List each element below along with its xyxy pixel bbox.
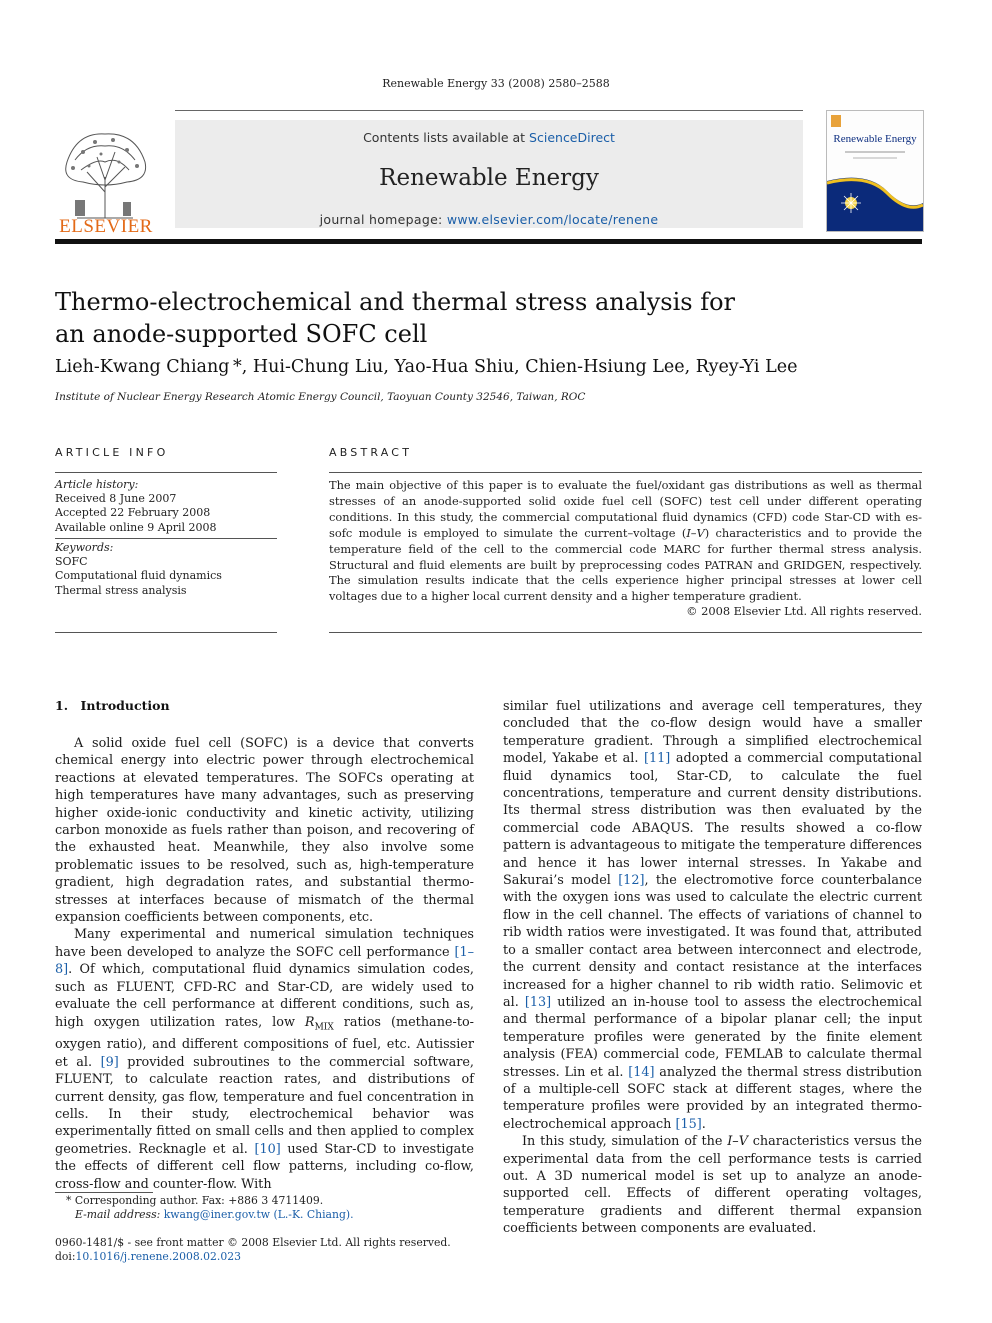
cover-art-icon (827, 111, 923, 231)
citation-link[interactable]: [13] (524, 994, 552, 1010)
abstract-part-2: ) characteristics and to provide the temperature field of the cell to the commercial code MARC for further thermal stress analysis. Structural and fluid elements are built by preprocessing codes PATRAN and GRIDGEN, respectively. The simulation results indicate that the cells experience higher principal stresses at lower cell voltages due to a higher local current density and a higher temperature gradient. (329, 525, 922, 604)
elsevier-tree-icon (57, 122, 153, 220)
iv-symbol: I–V (727, 1134, 748, 1150)
body-column-right (503, 698, 922, 1238)
affiliation: Institute of Nuclear Energy Research Atomic Energy Council, Taoyuan County 32546, Taiwan, ROC (55, 391, 586, 403)
email-link[interactable]: kwang@iner.gov.tw (163, 1208, 271, 1221)
email-owner: (L.-K. Chiang). (270, 1208, 354, 1221)
header-divider (55, 239, 922, 244)
elsevier-logo[interactable] (55, 118, 157, 240)
iv-symbol: I–V (686, 525, 705, 540)
journal-banner (175, 120, 803, 228)
abstract-heading: ABSTRACT (329, 446, 413, 459)
received-date: Received 8 June 2007 (55, 492, 177, 506)
article-info-rule-top (55, 472, 277, 473)
doi-label: doi: (55, 1250, 76, 1263)
text-run: . Of which, computational fluid dynamics simulation codes, such as FLUENT, CFD-RC and Star-CD, are widely used to evaluate the cell performance at different conditions, such as, high oxygen utilization rates, low (55, 962, 474, 1030)
keywords-label: Keywords: (55, 541, 114, 554)
rmix-subscript: MIX (314, 1022, 334, 1033)
article-history (55, 478, 277, 535)
keyword: Computational fluid dynamics (55, 569, 222, 583)
journal-title: Renewable Energy (379, 165, 599, 191)
homepage-link[interactable]: www.elsevier.com/locate/renene (446, 212, 659, 227)
text-run: utilized an in-house tool to assess the electrochemical and thermal performance of a bipolar planar cell; the input temperature profiles were generated by the finite element analysis (FEA) commercial code, FEMLAB to calculate thermal stresses. Lin et al. (503, 994, 923, 1080)
section-heading-introduction: 1. Introduction (55, 698, 170, 713)
text-run: adopted a commercial computational fluid dynamics tool, Star-CD, to calculate the fuel concentrations, temperature and current density distributions. Its thermal stress distribution was then evaluated by the commercial code ABAQUS. The results showed a co-flow pattern is advantageous to mitigate the temperature differences and hence it has lower internal stresses. In Yakabe and Sakurai’s model (503, 751, 922, 889)
doi-link[interactable]: 10.1016/j.renene.2008.02.023 (75, 1250, 241, 1263)
keyword: SOFC (55, 555, 88, 569)
keywords-block (55, 541, 277, 598)
masthead (55, 110, 922, 240)
citation-link[interactable]: [12] (618, 873, 645, 889)
text-run: used Star-CD to investigate the effects of different cell flow patterns, including co-flow, cross-flow and counter-flow. With (55, 1141, 475, 1192)
journal-cover-thumbnail[interactable] (826, 110, 924, 232)
paragraph (55, 926, 474, 1193)
text-run: characteristics versus the experimental data from the cell performance tests is carried out. A 3D numerical model is set up to analyze an anode-supported cell. Effects of different operating voltages, temperature gradients and different thermal expansion coefficients between components are evaluated. (503, 1134, 923, 1237)
contents-line (175, 130, 803, 145)
top-rule (175, 110, 803, 111)
sciencedirect-link[interactable]: ScienceDirect (529, 130, 615, 145)
keyword: Thermal stress analysis (55, 583, 187, 597)
article-info-rule-mid (55, 538, 277, 539)
text-run: Many experimental and numerical simulation techniques have been developed to analyze the SOFC cell performance (55, 927, 474, 960)
rmix-symbol: R (304, 1014, 315, 1030)
citation-link[interactable]: [14] (628, 1064, 655, 1080)
email-label: E-mail address: (75, 1208, 164, 1221)
journal-citation: Renewable Energy 33 (2008) 2580–2588 (382, 77, 610, 90)
issn-line: 0960-1481/$ - see front matter © 2008 Elsevier Ltd. All rights reserved. (55, 1236, 451, 1249)
online-date: Available online 9 April 2008 (55, 520, 217, 534)
abstract-part-1: The main objective of this paper is to evaluate the fuel/oxidant gas distributions as well as thermal stresses of an anode-supported solid oxide fuel cell (SOFC) test cell under different operating conditions. In this study, the commercial computational fluid dynamics (CFD) code Star-CD with es-sofc module is employed to simulate the current–voltage ( (329, 478, 922, 540)
homepage-prefix: journal homepage: (319, 212, 447, 227)
email-line (66, 1208, 486, 1222)
abstract-rule-top (329, 472, 922, 473)
homepage-line (175, 212, 803, 227)
history-label: Article history: (55, 478, 139, 491)
article-info-rule-bottom (55, 632, 277, 633)
citation-link[interactable]: [11] (644, 751, 671, 767)
text-run: ratios (methane-to-oxygen ratio), and different compositions of fuel, etc. Autissier et al. (55, 1014, 474, 1070)
article-title: Thermo-electrochemical and thermal stress analysis for an anode-supported SOFC cell (55, 288, 735, 348)
text-run: provided subroutines to the commercial software, FLUENT, to calculate reaction rates, and distributions of current density, gas flow, temperature and fuel concentration in cells. In their study, electrochemical behavior was experimentally fitted on small cells and then applied to complex geometries. Recknagle et al. (55, 1054, 474, 1157)
footnote-rule (55, 1192, 153, 1193)
abstract-rule-bottom (329, 632, 922, 633)
accepted-date: Accepted 22 February 2008 (55, 506, 211, 520)
paragraph: A solid oxide fuel cell (SOFC) is a device that converts chemical energy into electric power through electrochemical reactions at elevated temperatures. The SOFCs operating at high temperatures have many advantages, such as preserving higher oxide-ionic conductivity and kinetic activity, utilizing carbon monoxide as fuels rather than poison, and recovering of the exhausted heat. Meanwhile, they also involve some problematic issues to be resolved, such as, high-temperature gradient, high degradation rates, and substantial thermo-stresses at interfaces because of mismatch of the thermal expansion coefficients between components, etc. (55, 736, 474, 926)
elsevier-wordmark: ELSEVIER (59, 216, 153, 237)
doi-line (55, 1250, 475, 1264)
text-run: similar fuel utilizations and average cell temperatures, they concluded that the co-flow design would have a smaller temperature gradient. Through a simplified electrochemical model, Yakabe et al. (503, 699, 922, 767)
corresponding-author: * Corresponding author. Fax: +886 3 4711409. (66, 1194, 324, 1207)
corresponding-author-note (66, 1194, 486, 1222)
contents-prefix: Contents lists available at (363, 130, 530, 145)
abstract-copyright: © 2008 Elsevier Ltd. All rights reserved. (686, 604, 922, 618)
citation-link[interactable]: [1–8] (55, 944, 474, 978)
citation-link[interactable]: [10] (254, 1141, 281, 1157)
text-run: analyzed the thermal stress distribution of a multiple-cell SOFC stack at different stages, where the temperature profiles were provided by an integrated thermo-electrochemical approach (503, 1064, 922, 1132)
paragraph-continued (503, 698, 922, 1133)
abstract-text (329, 478, 922, 605)
citation-link[interactable]: [15] (675, 1116, 702, 1132)
paragraph (503, 1133, 922, 1237)
article-info-heading: ARTICLE INFO (55, 446, 169, 459)
text-run: , the electromotive force counterbalance with the oxygen ions was used to calculate the electric current flow in the cell channel. The effects of variations of channel to rib width ratios were investigated. It was found that, attributed to a smaller contact area between interconnect and electrode, the current density and contact resistance at the interfaces increased for a higher channel to rib width ratio. Selimovic et al. (503, 873, 922, 1010)
citation-link[interactable]: [9] (100, 1054, 119, 1070)
body-column-left (55, 735, 474, 1193)
text-run: In this study, simulation of the (522, 1134, 728, 1150)
text-run: . (701, 1116, 706, 1132)
author-list: Lieh-Kwang Chiang *, Hui-Chung Liu, Yao-Hua Shiu, Chien-Hsiung Lee, Ryey-Yi Lee (55, 357, 798, 377)
issn-doi-block (55, 1236, 475, 1264)
cover-title: Renewable Energy (833, 133, 917, 145)
